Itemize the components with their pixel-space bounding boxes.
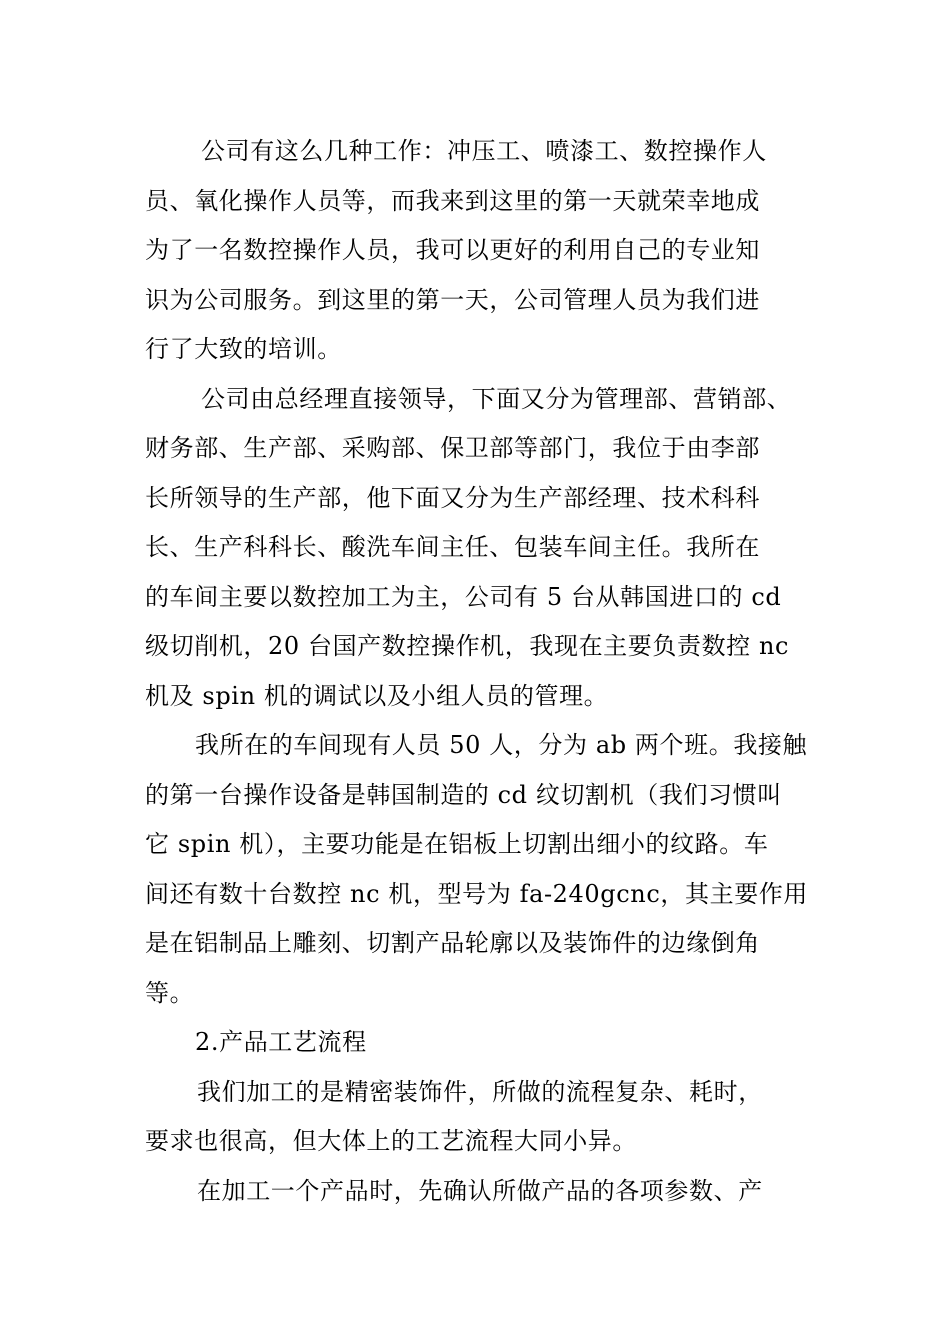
text-line: 我所在的车间现有人员 50 人，分为 ab 两个班。我接触	[195, 731, 808, 759]
text-line: 级切削机，20 台国产数控操作机，我现在主要负责数控 nc	[145, 632, 790, 660]
paragraph-process-overview	[145, 1068, 815, 1167]
text-line: 财务部、生产部、采购部、保卫部等部门，我位于由李部	[145, 434, 760, 462]
text-line: 长所领导的生产部，他下面又分为生产部经理、技术科科	[145, 483, 760, 512]
document-body	[145, 127, 815, 1216]
text-line: 公司由总经理直接领导，下面又分为管理部、营销部、	[201, 384, 792, 413]
text-line: 的第一台操作设备是韩国制造的 cd 纹切割机（我们习惯叫	[145, 780, 782, 809]
text-line: 机及 spin 机的调试以及小组人员的管理。	[145, 681, 609, 710]
text-line: 2.产品工艺流程	[195, 1028, 367, 1056]
text-line: 我们加工的是精密装饰件，所做的流程复杂、耗时，	[197, 1077, 763, 1106]
text-line: 长、生产科科长、酸洗车间主任、包装车间主任。我所在	[145, 533, 760, 561]
section-heading	[145, 1018, 815, 1068]
text-line: 在加工一个产品时，先确认所做产品的各项参数、产	[197, 1176, 763, 1205]
text-line: 间还有数十台数控 nc 机，型号为 fa-240gcnc，其主要作用	[145, 879, 808, 908]
text-line: 识为公司服务。到这里的第一天，公司管理人员为我们进	[145, 285, 760, 314]
text-line: 等。	[145, 978, 195, 1007]
paragraph-workshop	[145, 721, 815, 1018]
paragraph-organization	[145, 375, 815, 722]
text-line: 是在铝制品上雕刻、切割产品轮廓以及装饰件的边缘倒角	[145, 929, 760, 957]
paragraph-process-start	[145, 1167, 815, 1217]
text-line: 员、氧化操作人员等，而我来到这里的第一天就荣幸地成	[145, 186, 760, 215]
text-line: 的车间主要以数控加工为主，公司有 5 台从韩国进口的 cd	[145, 582, 782, 611]
text-line: 为了一名数控操作人员，我可以更好的利用自己的专业知	[145, 236, 760, 264]
text-line: 公司有这么几种工作：冲压工、喷漆工、数控操作人	[201, 137, 767, 165]
text-line: 要求也很高，但大体上的工艺流程大同小异。	[145, 1127, 637, 1155]
text-line: 它 spin 机），主要功能是在铝板上切割出细小的纹路。车	[145, 830, 769, 858]
text-line: 行了大致的培训。	[145, 335, 342, 363]
paragraph-job-types	[145, 127, 815, 375]
